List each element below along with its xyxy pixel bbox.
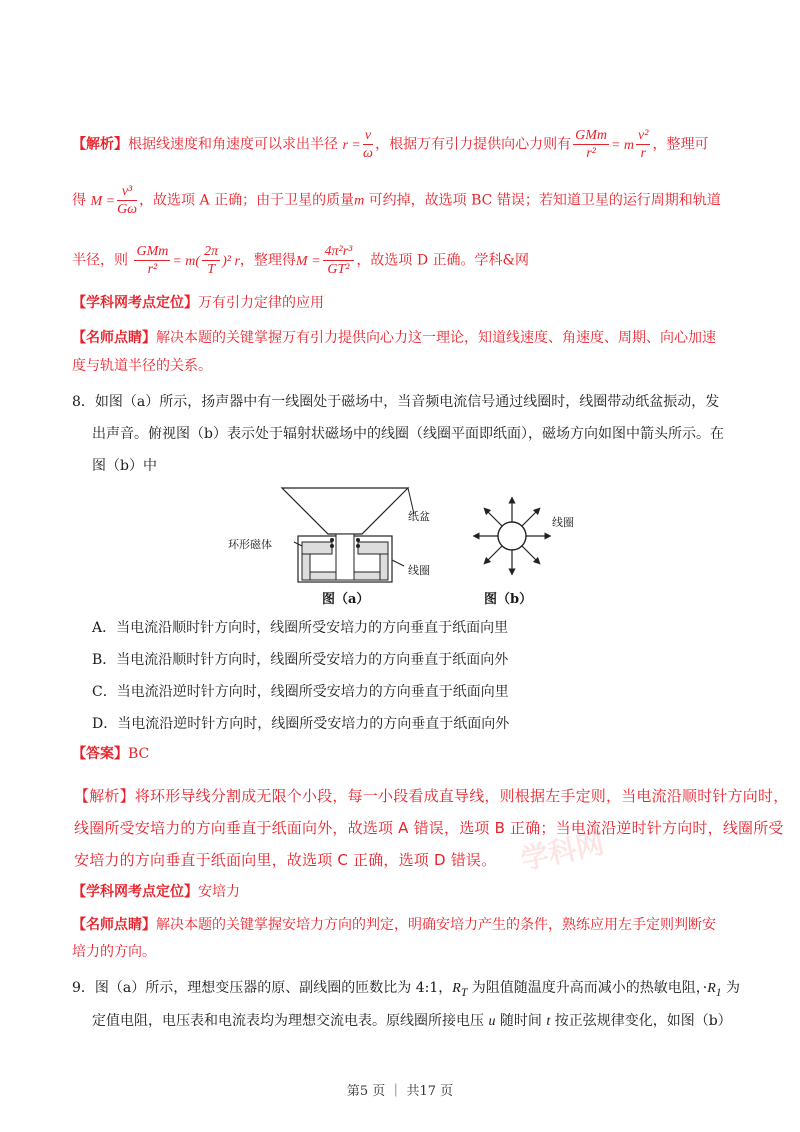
analysis-text: ，整理可 [652,136,709,153]
analysis-text: ，根据万有引力提供向心力则有 [375,136,572,153]
analysis8-line1: 【解析】将环形导线分割成无限个小段，每一小段看成直导线，则根据左手定则，当电流沿顺时针方向时， [74,787,789,805]
q8-line3: 图（b）中 [92,458,157,474]
dianjing1-line1: 【名师点睛】解决本题的关键掌握万有引力提供向心力这一理论，知道线速度、角速度、周期、向心加速 [72,330,716,346]
option-d: D．当电流沿逆时针方向时，线圈所受安培力的方向垂直于纸面向外 [92,716,510,732]
analysis-text: 根据线速度和角速度可以求出半径 [128,136,338,153]
dianjing8-line1: 【名师点睛】解决本题的关键掌握安培力方向的判定，明确安培力产生的条件，熟练应用左手定则判断安 [72,917,716,933]
analysis8-line3: 安培力的方向垂直于纸面向里，故选项 C 正确，选项 D 错误。 [74,851,497,869]
kaodian8: 【学科网考点定位】安培力 [72,884,240,900]
q8-line2: 出声音。俯视图（b）表示处于辐射状磁场中的线圈（线圈平面即纸面），磁场方向如图中箭头所示。在 [92,426,724,442]
analysis1-line2: 得 M = $\frac{\text{v³}}{G\omega}$ ，故选项 A 正确；由于卫星的质量m 可约掉，故选项 BC 错误；若知道卫星的运行周期和轨道 [72,184,721,217]
label-line-xianquan [392,560,404,566]
analysis-tag: 【解析】 [72,136,128,153]
q8-line1: 8．如图（a）所示，扬声器中有一线圈处于磁场中，当音频电流信号通过线圈时，线圈带动纸盆振动，发 [72,394,720,410]
page-footer: 第5 页 ｜ 共17 页 [346,1084,454,1099]
figure-b-coil [470,494,554,578]
answer8: 【答案】BC [72,746,150,762]
label-xianquan-a: 线圈 [408,564,430,577]
fig-a-caption: 图（a） [322,592,370,607]
coil-circle [498,522,526,550]
label-zhipen: 纸盆 [408,510,430,523]
dianjing8-line2: 培力的方向。 [72,944,156,960]
formula-period: $\frac{\text{GMm}}{\text{r²}}$ = m( $\frac{2\pi}{T}$ )² r [136,244,240,277]
coil-turn [356,538,360,542]
option-b: B．当电流沿顺时针方向时，线圈所受安培力的方向垂直于纸面向外 [92,652,509,668]
formula-r: r = $\frac{v}{\omega}$ [342,128,373,161]
radial-field-arrows [476,500,548,572]
coil-turn [330,538,334,542]
watermark: 学科网 [517,826,607,877]
fig-b-caption: 图（b） [484,592,533,607]
analysis1-line3: 半径，则 $\frac{\text{GMm}}{\text{r²}}$ = m( $\frac{2\pi}{T}$ )² r，整理得M = $\frac{\text{4π²r³}}{\text{GT²}}$ ，故选项 D 正确。学科&网 [72,244,529,277]
kaodian1: 【学科网考点定位】万有引力定律的应用 [72,295,324,311]
option-a: A．当电流沿顺时针方向时，线圈所受安培力的方向垂直于纸面向里 [92,620,509,636]
label-cixing: 环形磁体 [228,538,272,551]
dianjing1-line2: 度与轨道半径的关系。 [72,358,212,374]
formula-gravity: $\frac{\text{GMm}}{\text{r²}}$ = m $\frac{\text{v²}}{r}$ [575,128,649,161]
formula-M: M = $\frac{\text{v³}}{G\omega}$ [90,184,138,217]
option-c: C．当电流沿逆时针方向时，线圈所受安培力的方向垂直于纸面向里 [92,684,509,700]
magnet-core [336,534,354,580]
magnet-left-top [302,542,332,554]
formula-M-period: M = $\frac{\text{4π²r³}}{\text{GT²}}$ [295,244,353,277]
analysis8-line2: 线圈所受安培力的方向垂直于纸面向外，故选项 A 错误，选项 B 正确；当电流沿逆时针方向时，线圈所受 [74,819,784,837]
magnet-right-top [358,542,388,554]
paper-cone [282,488,408,534]
magnet-left-side [302,554,310,580]
q9-line2: 定值电阻，电压表和电流表均为理想交流电表。原线圈所接电压 u 随时间 t 按正弦规律变化，如图（b） [92,1013,732,1029]
coil-turn [330,544,334,548]
magnet-right-side [380,554,388,580]
analysis1-line1 [72,128,708,163]
label-xianquan-b: 线圈 [552,516,574,529]
coil-turn [356,544,360,548]
q9-line1: 9．图（a）所示，理想变压器的原、副线圈的匝数比为 4:1，$R_T$ 为阻值随温度升高而减小的热敏电阻，$\cdot R_1$ 为 [72,980,741,999]
